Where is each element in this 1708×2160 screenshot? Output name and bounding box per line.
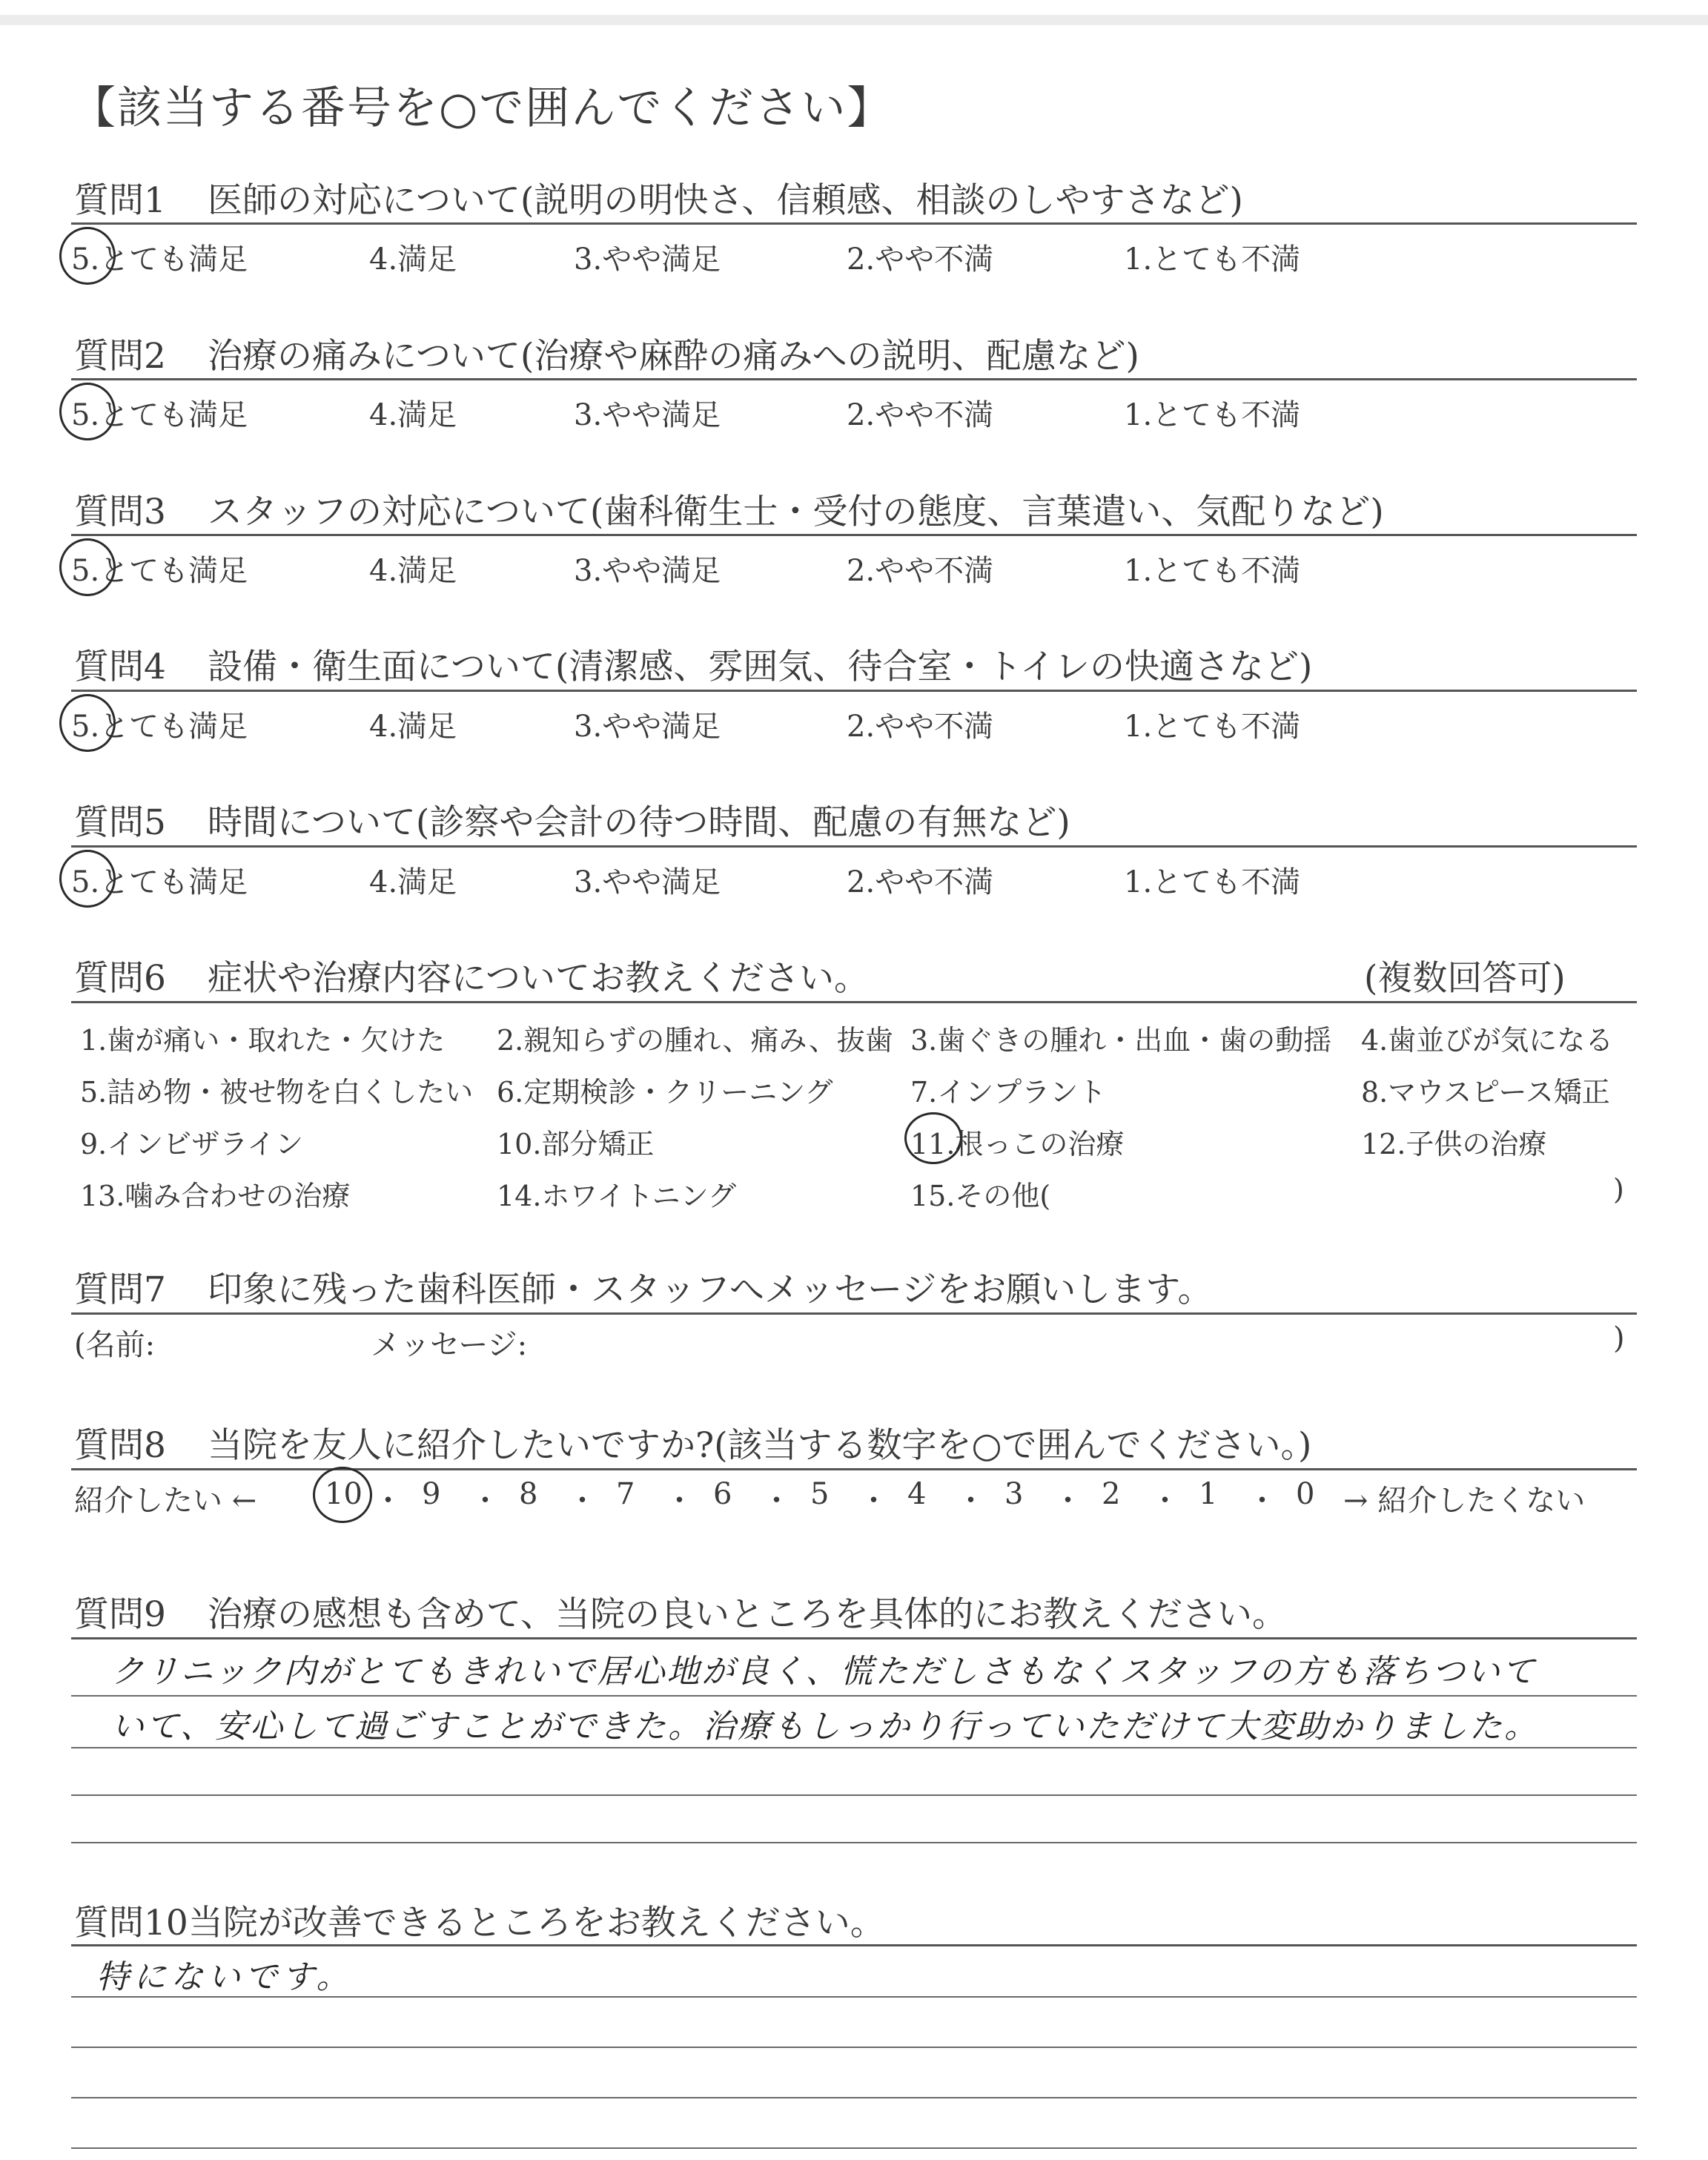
- question-number: 質問3: [74, 492, 166, 532]
- answer-handwriting-line: 特にないです。: [96, 1958, 354, 1996]
- rating-option-2[interactable]: 2.やや不満: [847, 554, 994, 588]
- symptom-option[interactable]: 5.詰め物・被せ物を白くしたい: [80, 1076, 474, 1109]
- question-3-title: [74, 484, 1384, 534]
- symptom-option[interactable]: 9.インビザライン: [80, 1128, 304, 1160]
- question-8-title: [74, 1418, 1311, 1467]
- answer-line: [71, 1996, 1637, 1998]
- rating-option-4[interactable]: 4.満足: [369, 398, 457, 432]
- question-number: 質問10: [74, 1903, 188, 1943]
- divider: [71, 1944, 1637, 1946]
- question-text: スタッフの対応について(歯科衛生士・受付の態度、言葉遣い、気配りなど): [208, 492, 1384, 532]
- question-number: 質問7: [74, 1269, 166, 1310]
- question-1-title: [74, 173, 1243, 222]
- scale-value[interactable]: 3: [1004, 1477, 1024, 1511]
- scale-separator: ・: [956, 1484, 986, 1518]
- answer-line: [71, 1695, 1637, 1697]
- rating-option-1[interactable]: 1.とても不満: [1124, 865, 1301, 899]
- scale-value[interactable]: 5: [810, 1477, 830, 1511]
- symptom-option[interactable]: 8.マウスピース矯正: [1361, 1076, 1610, 1109]
- rating-option-2[interactable]: 2.やや不満: [847, 710, 994, 744]
- symptom-option[interactable]: 4.歯並びが気になる: [1361, 1024, 1614, 1057]
- question-9-title: [74, 1587, 1287, 1636]
- question-4-title: [74, 639, 1312, 689]
- rating-option-3[interactable]: 3.やや満足: [574, 865, 721, 899]
- question-5-title: [74, 795, 1070, 845]
- symptom-option[interactable]: 15.その他(: [910, 1180, 1051, 1212]
- rating-option-4[interactable]: 4.満足: [369, 242, 457, 277]
- question-2-title: [74, 328, 1139, 378]
- question-number: 質問4: [74, 647, 166, 687]
- scale-value[interactable]: 9: [422, 1477, 441, 1511]
- scale-value[interactable]: 6: [713, 1477, 732, 1511]
- symptom-option[interactable]: 14.ホワイトニング: [497, 1180, 737, 1212]
- recommend-left-label: 紹介したい ←: [74, 1484, 257, 1518]
- symptom-option[interactable]: 3.歯ぐきの腫れ・出血・歯の動揺: [910, 1024, 1332, 1057]
- scale-value[interactable]: 7: [616, 1477, 635, 1511]
- question-number: 質問2: [74, 336, 166, 377]
- question-number: 質問8: [74, 1425, 166, 1466]
- divider: [71, 1312, 1637, 1315]
- scale-value[interactable]: 8: [519, 1477, 538, 1511]
- divider: [71, 845, 1637, 848]
- symptom-option[interactable]: 10.部分矯正: [497, 1128, 655, 1160]
- question-number: 質問5: [74, 802, 166, 843]
- name-field-label: (名前:: [74, 1328, 156, 1362]
- divider: [71, 534, 1637, 536]
- divider: [71, 1001, 1637, 1003]
- scale-value[interactable]: 0: [1296, 1477, 1315, 1511]
- question-text: 医師の対応について(説明の明快さ、信頼感、相談のしやすさなど): [208, 180, 1243, 221]
- question-text: 当院を友人に紹介したいですか?(該当する数字を○で囲んでください。): [208, 1425, 1312, 1466]
- answer-line: [71, 1747, 1637, 1748]
- selection-circle: [59, 383, 116, 440]
- question-text: 設備・衛生面について(清潔感、雰囲気、待合室・トイレの快適さなど): [208, 647, 1313, 687]
- scale-value[interactable]: 1: [1199, 1477, 1218, 1511]
- rating-option-1[interactable]: 1.とても不満: [1124, 554, 1301, 588]
- multiple-answers-note: (複数回答可): [1364, 958, 1566, 999]
- selection-circle: [59, 538, 116, 596]
- recommend-right-label: → 紹介したくない: [1343, 1484, 1586, 1518]
- answer-line: [71, 2147, 1637, 2149]
- symptom-option[interactable]: 6.定期検診・クリーニング: [497, 1076, 833, 1109]
- rating-option-5[interactable]: 5.とても満足: [71, 398, 248, 432]
- scale-value[interactable]: 10: [325, 1477, 363, 1511]
- divider: [71, 1468, 1637, 1470]
- question-7-title: [74, 1262, 1212, 1312]
- scale-value[interactable]: 4: [907, 1477, 927, 1511]
- message-field-label: メッセージ:: [371, 1328, 528, 1362]
- rating-option-5[interactable]: 5.とても満足: [71, 242, 248, 277]
- answer-line: [71, 2097, 1637, 2098]
- question-text: 治療の感想も含めて、当院の良いところを具体的にお教えください。: [208, 1594, 1288, 1635]
- rating-option-4[interactable]: 4.満足: [369, 865, 457, 899]
- divider: [71, 1637, 1637, 1639]
- symptom-option[interactable]: 7.インプラント: [910, 1076, 1107, 1109]
- message-close-paren: ): [1613, 1321, 1625, 1355]
- scale-separator: ・: [761, 1484, 792, 1518]
- selection-circle: [904, 1112, 962, 1164]
- scan-top-band: [0, 15, 1708, 25]
- scale-separator: ・: [1247, 1484, 1277, 1518]
- rating-option-5[interactable]: 5.とても満足: [71, 865, 248, 899]
- answer-line: [71, 1842, 1637, 1843]
- scale-separator: ・: [470, 1484, 500, 1518]
- rating-option-3[interactable]: 3.やや満足: [574, 242, 721, 277]
- question-text: 印象に残った歯科医師・スタッフへメッセージをお願いします。: [208, 1269, 1213, 1310]
- question-number: 質問9: [74, 1594, 166, 1635]
- rating-option-1[interactable]: 1.とても不満: [1124, 398, 1301, 432]
- selection-circle: [59, 227, 116, 285]
- answer-line: [71, 2047, 1637, 2048]
- answer-line: [71, 1794, 1637, 1796]
- page-title: 【該当する番号を○で囲んでください】: [71, 82, 893, 134]
- question-number: 質問1: [74, 180, 166, 221]
- selection-circle: [59, 694, 116, 752]
- rating-option-3[interactable]: 3.やや満足: [574, 554, 721, 588]
- rating-option-1[interactable]: 1.とても不満: [1124, 242, 1301, 277]
- scale-separator: ・: [1150, 1484, 1180, 1518]
- symptom-option[interactable]: 1.歯が痛い・取れた・欠けた: [80, 1024, 446, 1057]
- divider: [71, 690, 1637, 692]
- rating-option-4[interactable]: 4.満足: [369, 710, 457, 744]
- rating-option-5[interactable]: 5.とても満足: [71, 554, 248, 588]
- rating-option-3[interactable]: 3.やや満足: [574, 710, 721, 744]
- rating-option-2[interactable]: 2.やや不満: [847, 242, 994, 277]
- answer-handwriting-line: いて、安心して過ごすことができた。治療もしっかり行っていただけて大変助かりました。: [111, 1708, 1540, 1745]
- scale-value[interactable]: 2: [1102, 1477, 1121, 1511]
- symptom-option[interactable]: 11.根っこの治療: [910, 1128, 1125, 1160]
- question-number: 質問6: [74, 958, 166, 999]
- symptom-option[interactable]: 13.噛み合わせの治療: [80, 1180, 351, 1212]
- scale-separator: ・: [567, 1484, 598, 1518]
- selection-circle: [313, 1467, 372, 1523]
- other-close-paren: ): [1613, 1173, 1624, 1206]
- symptom-option[interactable]: 2.親知らずの腫れ、痛み、抜歯: [497, 1024, 893, 1057]
- question-10-title: [74, 1895, 885, 1945]
- rating-option-2[interactable]: 2.やや不満: [847, 865, 994, 899]
- rating-option-1[interactable]: 1.とても不満: [1124, 710, 1301, 744]
- scale-separator: ・: [664, 1484, 695, 1518]
- question-text: 時間について(診察や会計の待つ時間、配慮の有無など): [208, 802, 1070, 843]
- question-text: 治療の痛みについて(治療や麻酔の痛みへの説明、配慮など): [208, 336, 1139, 377]
- rating-option-3[interactable]: 3.やや満足: [574, 398, 721, 432]
- selection-circle: [59, 850, 116, 908]
- rating-option-4[interactable]: 4.満足: [369, 554, 457, 588]
- question-6-title: [74, 951, 869, 1000]
- question-text: 当院が改善できるところをお教えください。: [188, 1903, 885, 1943]
- scale-separator: ・: [1053, 1484, 1083, 1518]
- question-text: 症状や治療内容についてお教えください。: [208, 958, 870, 999]
- rating-option-5[interactable]: 5.とても満足: [71, 710, 248, 744]
- scale-separator: ・: [858, 1484, 889, 1518]
- answer-handwriting-line: クリニック内がとてもきれいで居心地が良く、慌ただしさもなくスタッフの方も落ちついて: [111, 1653, 1537, 1691]
- symptom-option[interactable]: 12.子供の治療: [1361, 1128, 1547, 1160]
- divider: [71, 222, 1637, 225]
- scale-separator: ・: [373, 1484, 403, 1518]
- rating-option-2[interactable]: 2.やや不満: [847, 398, 994, 432]
- divider: [71, 378, 1637, 380]
